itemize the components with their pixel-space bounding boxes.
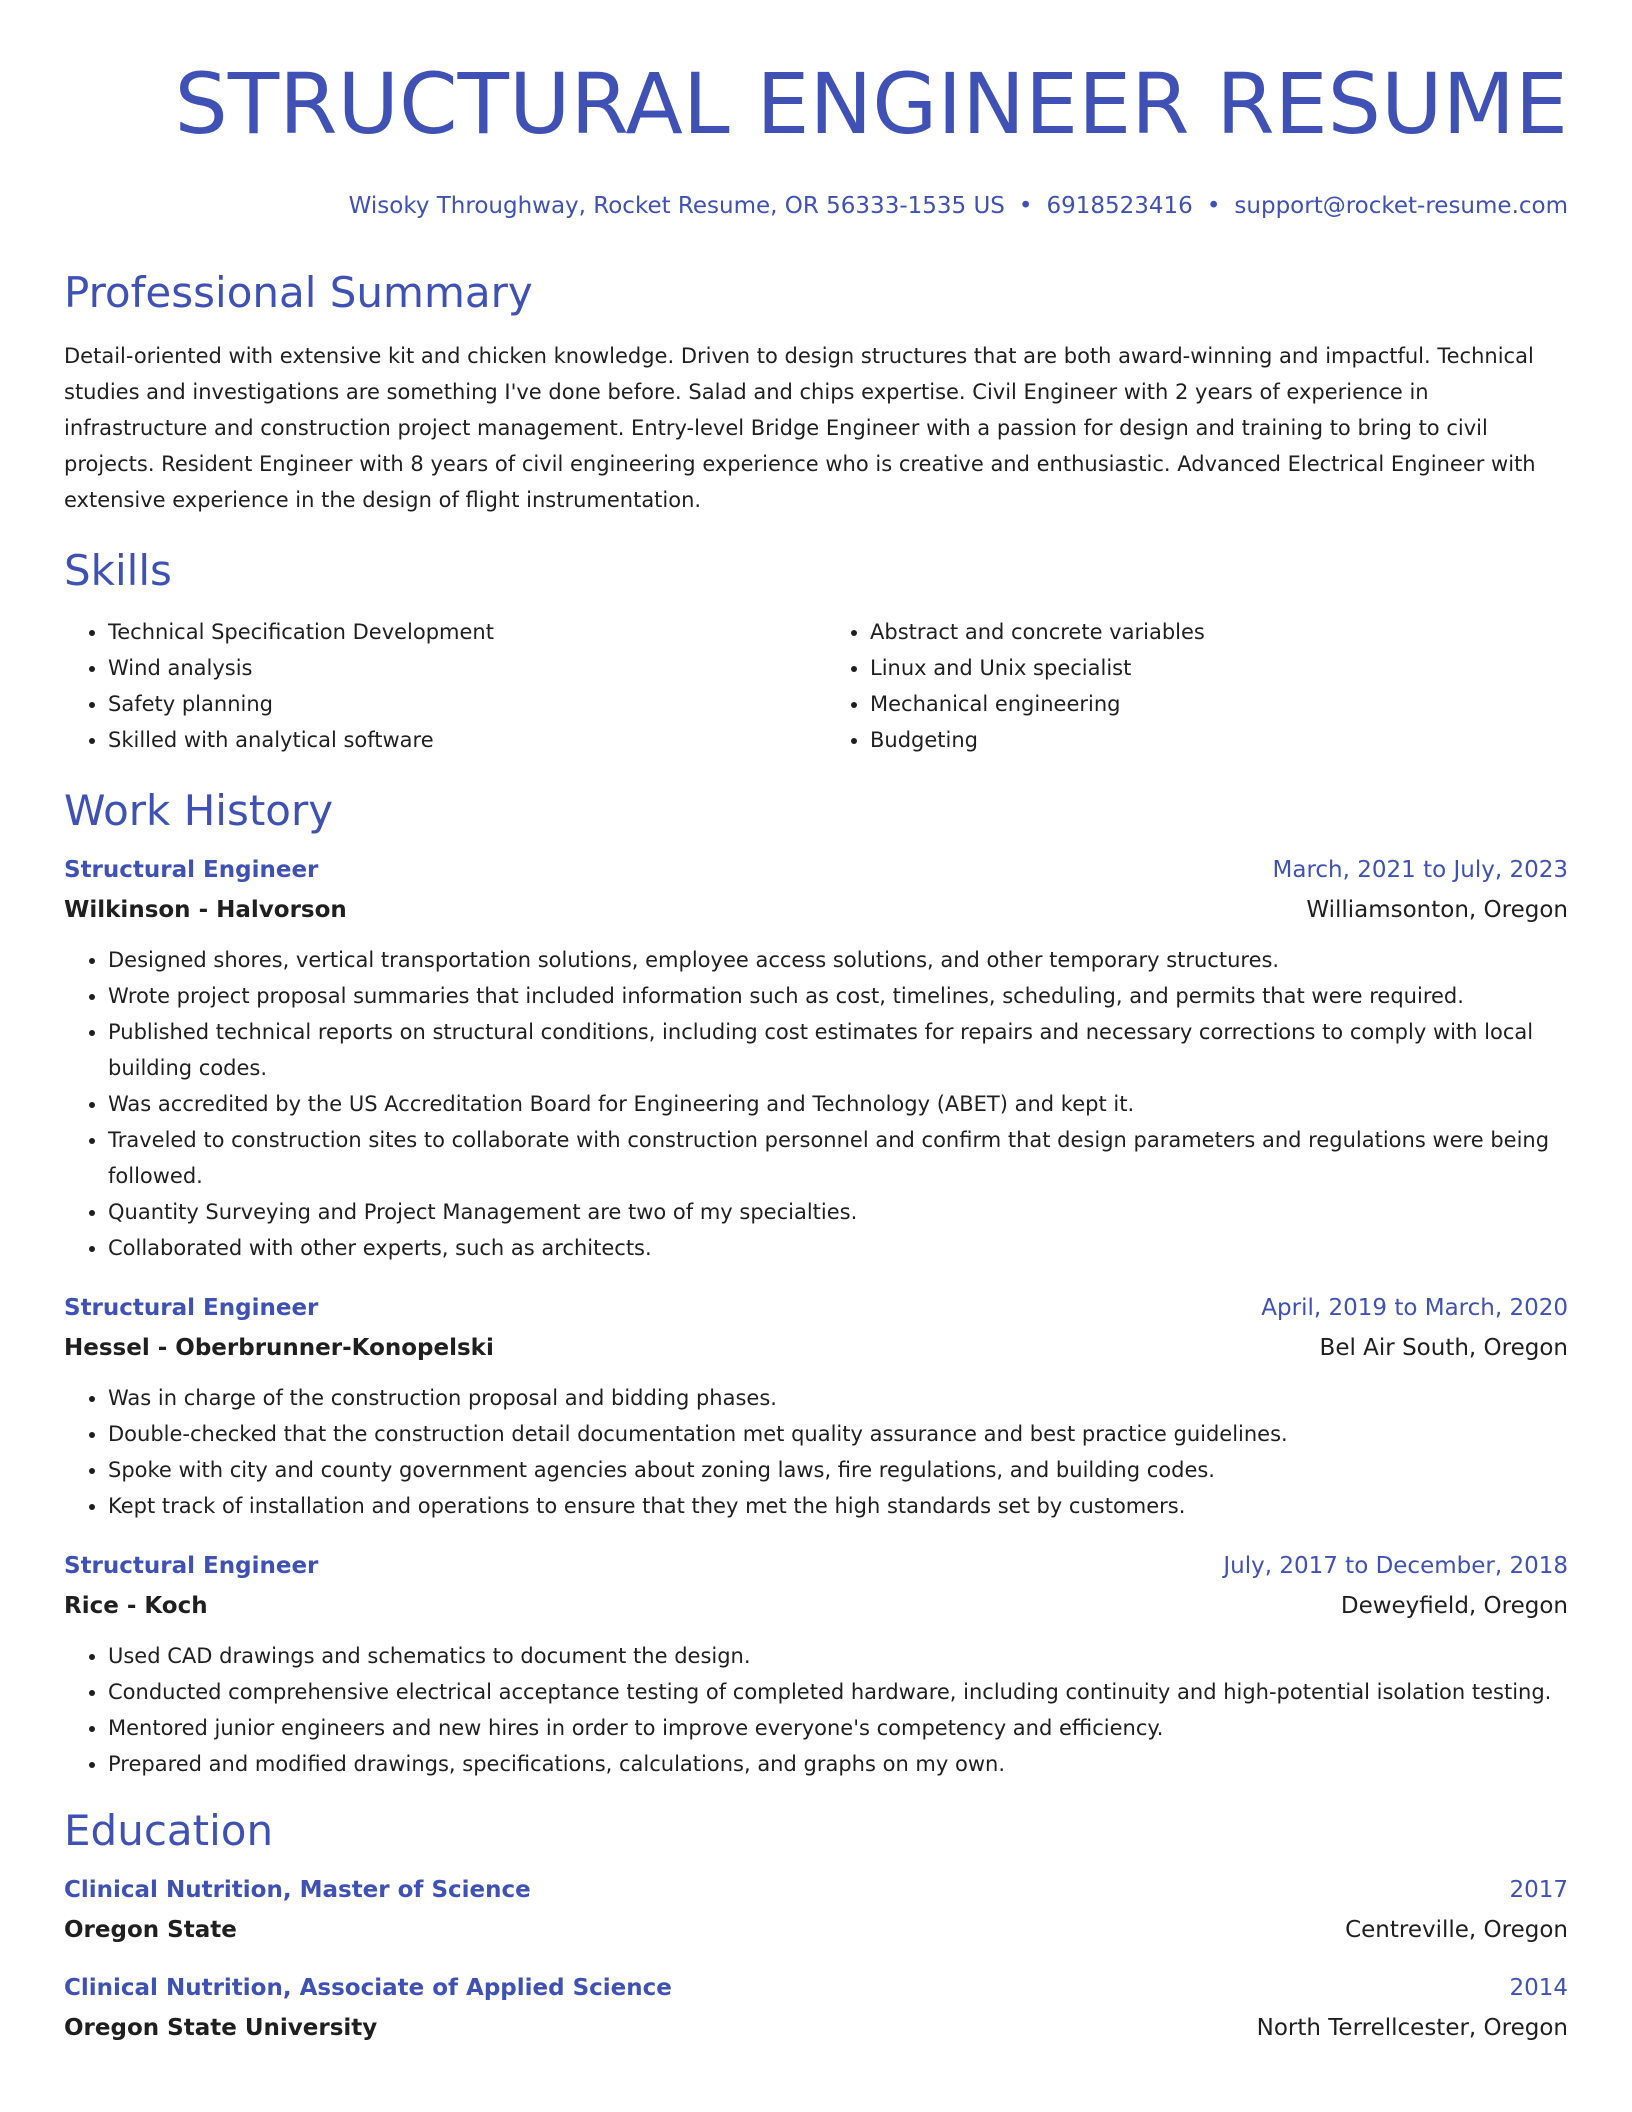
job-bullet: • Quantity Surveying and Project Management are two of my specialties. [108,1194,1568,1230]
job-location: Deweyfield, Oregon [1340,1593,1568,1619]
school-name: Oregon State [64,1917,237,1943]
job-entry [64,1546,1568,1782]
job-bullet: • Was in charge of the construction proposal and bidding phases. [108,1380,1568,1416]
skill-item: • Wind analysis [108,650,806,686]
company-name: Wilkinson - Halvorson [64,897,347,923]
job-bullet: • Double-checked that the construction detail documentation met quality assurance and best practice guidelines. [108,1416,1568,1452]
job-bullet: • Conducted comprehensive electrical acceptance testing of completed hardware, including continuity and high-potential isolation testing. [108,1674,1568,1710]
degree-name: Clinical Nutrition, Associate of Applied Science [64,1975,672,2001]
school-location: Centreville, Oregon [1345,1917,1568,1943]
skill-item: • Abstract and concrete variables [870,614,1568,650]
job-bullet: • Wrote project proposal summaries that included information such as cost, timelines, scheduling, and permits that were required. [108,978,1568,1014]
job-bullet: • Collaborated with other experts, such as architects. [108,1230,1568,1266]
skill-item: • Linux and Unix specialist [870,650,1568,686]
graduation-year: 2014 [1509,1975,1568,2001]
job-location: Bel Air South, Oregon [1319,1335,1568,1361]
skills-column-left [64,614,806,758]
job-bullet: • Designed shores, vertical transportation solutions, employee access solutions, and other temporary structures. [108,942,1568,978]
job-bullet: • Was accredited by the US Accreditation Board for Engineering and Technology (ABET) and kept it. [108,1086,1568,1122]
job-entry [64,1288,1568,1524]
skill-item: • Technical Specification Development [108,614,806,650]
contact-email[interactable]: support@rocket-resume.com [1234,193,1568,219]
resume-title: STRUCTURAL ENGINEER RESUME [174,55,1568,153]
education-heading: Education [64,1806,274,1855]
summary-text: Detail-oriented with extensive kit and chicken knowledge. Driven to design structures that are both award-winning and impactful. Technical studies and investigations are something I've done before. Salad and chips expertise. Civil Engineer with 2 years of experience in infrastructure and construction project management. Entry-level Bridge Engineer with a passion for design and training to bring to civil projects. Resident Engineer with 8 years of civil engineering experience who is creative and enthusiastic. Advanced Electrical Engineer with extensive experience in the design of flight instrumentation. [64,344,1536,512]
job-bullet: • Spoke with city and county government agencies about zoning laws, fire regulations, and building codes. [108,1452,1568,1488]
company-name: Hessel - Oberbrunner-Konopelski [64,1335,494,1361]
job-bullet: • Kept track of installation and operations to ensure that they met the high standards set by customers. [108,1488,1568,1524]
summary-heading: Professional Summary [64,268,533,317]
job-bullet: • Published technical reports on structural conditions, including cost estimates for repairs and necessary corrections to comply with local building codes. [108,1014,1568,1086]
contact-separator: • [1018,193,1033,219]
job-bullets [64,1380,1568,1524]
job-bullet: • Mentored junior engineers and new hires in order to improve everyone's competency and efficiency. [108,1710,1568,1746]
job-entry [64,850,1568,1266]
work-history-heading: Work History [64,786,334,835]
school-name: Oregon State University [64,2015,378,2041]
job-bullet: • Prepared and modified drawings, specifications, calculations, and graphs on my own. [108,1746,1568,1782]
school-location: North Terrellcester, Oregon [1256,2015,1568,2041]
skill-item: • Safety planning [108,686,806,722]
job-title: Structural Engineer [64,1553,319,1579]
education-entry [64,1968,1568,2048]
job-bullet: • Used CAD drawings and schematics to document the design. [108,1638,1568,1674]
skill-item: • Budgeting [870,722,1568,758]
job-dates: April, 2019 to March, 2020 [1261,1295,1568,1321]
contact-separator: • [1206,193,1221,219]
skills-column-right [826,614,1568,758]
skills-list [64,614,1568,758]
job-bullets [64,1638,1568,1782]
job-title: Structural Engineer [64,1295,319,1321]
job-dates: July, 2017 to December, 2018 [1223,1553,1568,1579]
job-bullet: • Traveled to construction sites to collaborate with construction personnel and confirm that design parameters and regulations were being followed. [108,1122,1568,1194]
skill-item: • Mechanical engineering [870,686,1568,722]
skill-item: • Skilled with analytical software [108,722,806,758]
job-bullets [64,942,1568,1266]
graduation-year: 2017 [1509,1877,1568,1903]
contact-phone: 6918523416 [1046,193,1193,219]
company-name: Rice - Koch [64,1593,208,1619]
job-dates: March, 2021 to July, 2023 [1272,857,1568,883]
degree-name: Clinical Nutrition, Master of Science [64,1877,531,1903]
resume-page [64,40,1568,2066]
job-title: Structural Engineer [64,857,319,883]
job-location: Williamsonton, Oregon [1306,897,1568,923]
skills-heading: Skills [64,546,172,595]
contact-address: Wisoky Throughway, Rocket Resume, OR 56333-1535 US [348,193,1005,219]
contact-line [64,190,1568,222]
education-entry [64,1870,1568,1950]
